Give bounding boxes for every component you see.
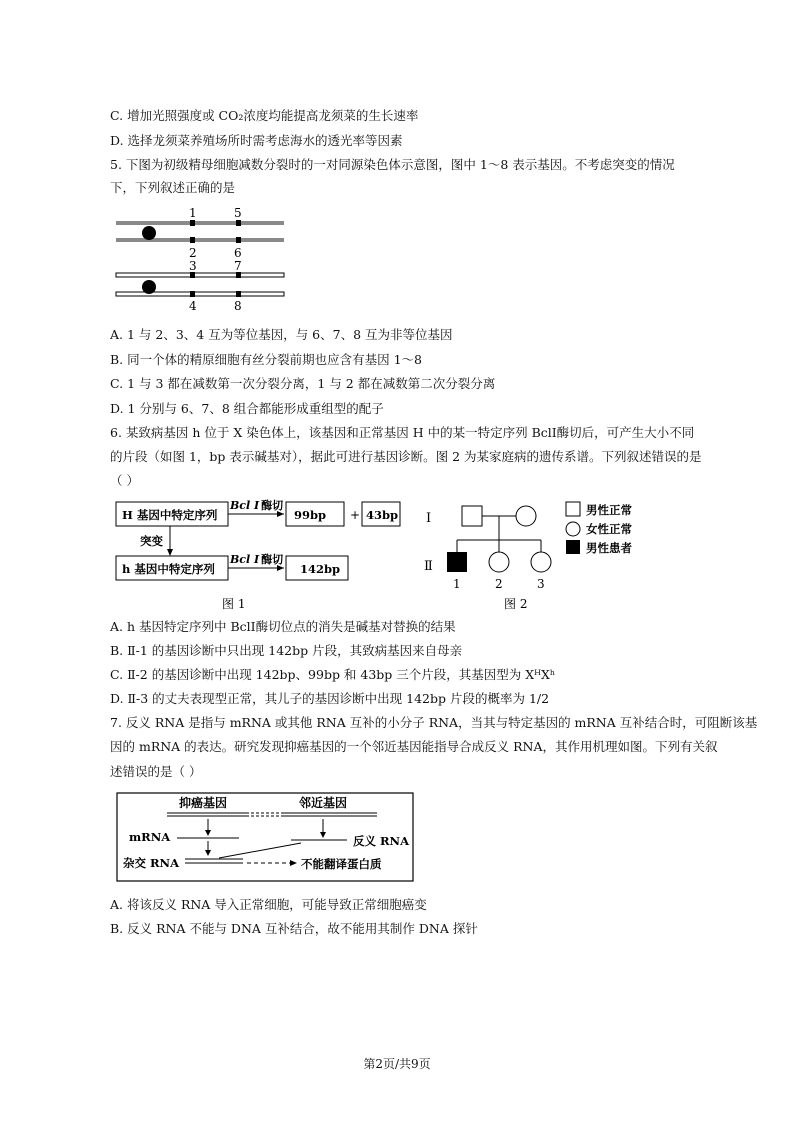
hybrid-rna-label: 杂交 RNA [123,856,179,870]
q6-option-d: D. Ⅱ-3 的丈夫表现型正常，其儿子的基因诊断中出现 142bp 片段的概率为 1/2 [110,691,550,706]
option-c-prev: C. 增加光照强度或 CO₂浓度均能提高龙须菜的生长速率 [110,108,419,123]
generation-ii-label: Ⅱ [424,559,433,574]
daughter-3-symbol [531,552,551,572]
q6-stem-line1: 6. 某致病基因 h 位于 X 染色体上，该基因和正常基因 H 中的某一特定序列 BclⅠ酶切后，可产生大小不同 [110,425,695,440]
q6-option-c: C. Ⅱ-2 的基因诊断中出现 142bp、99bp 和 43bp 三个片段，其基因型为 XᴴXʰ [110,667,556,682]
legend-female-normal: 女性正常 [586,522,632,536]
gene-label-1: 1 [189,206,197,220]
q7-stem-line2: 因的 mRNA 的表达。研究发现抑癌基因的一个邻近基因能指导合成反义 RNA，其作用机理如图。下列有关叙 [110,739,718,754]
plus-sign: + [350,508,361,522]
q5-stem-line1: 5. 下图为初级精母细胞减数分裂时的一对同源染色体示意图，图中 1～8 表示基因。不考虑突变的情况 [110,157,675,172]
enzyme-cut-top: 酶切 [261,499,284,512]
figure-1-enzyme-diagram [114,496,404,616]
option-d-prev: D. 选择龙须菜养殖场所时需考虑海水的透光率等因素 [110,133,403,148]
box-h-upper-label: H 基因中特定序列 [122,508,218,522]
individual-1-label: 1 [453,577,461,591]
individual-2-label: 2 [495,577,503,591]
figure-2-pedigree [420,496,660,616]
individual-3-label: 3 [537,577,545,591]
gene-label-7: 7 [234,259,242,273]
fragment-142bp: 142bp [300,562,341,576]
father-symbol [462,506,482,526]
svg-text:Bcl Ⅰ酶切 [229,552,283,566]
svg-text:Bcl Ⅰ酶切 [229,498,283,512]
no-translation-label: 不能翻译蛋白质 [301,857,382,871]
enzyme-cut-bottom: 酶切 [261,553,284,566]
q5-option-a: A. 1 与 2、3、4 互为等位基因，与 6、7、8 互为非等位基因 [110,327,453,342]
legend-male-normal: 男性正常 [586,503,632,517]
q5-option-c: C. 1 与 3 都在减数第一次分裂分离，1 与 2 都在减数第二次分裂分离 [110,376,496,391]
q6-stem-line3: （ ） [110,473,139,488]
centromere-bottom [142,280,156,294]
mrna-label: mRNA [129,830,171,844]
gene-label-3: 3 [189,259,197,273]
box-h-lower-label: h 基因中特定序列 [122,562,215,576]
q6-option-b: B. Ⅱ-1 的基因诊断中只出现 142bp 片段，其致病基因来自母亲 [110,643,463,658]
chromosome-figure [112,200,302,310]
q5-stem-line2: 下，下列叙述正确的是 [110,180,236,195]
q7-option-b: B. 反义 RNA 不能与 DNA 互补结合，故不能用其制作 DNA 探针 [110,921,478,936]
gene-label-8: 8 [234,299,242,310]
q7-stem-line3: 述错误的是（ ） [110,764,202,779]
mother-symbol [516,506,536,526]
generation-i-label: Ⅰ [426,511,432,526]
centromere-top [142,226,156,240]
mutation-label: 突变 [140,534,163,548]
page-footer: 第2页/共9页 [363,1057,431,1071]
antisense-rna-mechanism-figure [115,791,415,883]
legend-male-affected: 男性患者 [586,541,632,555]
fragment-99bp: 99bp [294,508,327,522]
figure-2-caption: 图 2 [504,597,528,611]
gene-label-5: 5 [234,206,242,220]
q7-stem-line1: 7. 反义 RNA 是指与 mRNA 或其他 RNA 互补的小分子 RNA，当其与特定基因的 mRNA 互补结合时，可阻断该基 [110,715,758,730]
tumor-suppressor-gene-label: 抑癌基因 [179,796,228,810]
fragment-43bp: 43bp [366,508,399,522]
gene-label-4: 4 [189,299,197,310]
daughter-2-symbol [489,552,509,572]
antisense-rna-label: 反义 RNA [353,834,409,848]
adjacent-gene-label: 邻近基因 [299,796,348,810]
enzyme-name-top: Bcl Ⅰ [230,499,260,512]
affected-son-symbol [447,552,467,572]
gene-label-2: 2 [189,246,197,260]
q6-option-a: A. h 基因特定序列中 BclⅠ酶切位点的消失是碱基对替换的结果 [110,619,456,634]
q5-option-b: B. 同一个体的精原细胞有丝分裂前期也应含有基因 1～8 [110,352,423,367]
figure-1-caption: 图 1 [222,597,246,611]
gene-label-6: 6 [234,246,242,260]
enzyme-name-bottom: Bcl Ⅰ [230,553,260,566]
q7-option-a: A. 将该反义 RNA 导入正常细胞，可能导致正常细胞癌变 [110,897,427,912]
q5-option-d: D. 1 分别与 6、7、8 组合都能形成重组型的配子 [110,401,384,416]
q6-stem-line2: 的片段（如图 1，bp 表示碱基对），据此可进行基因诊断。图 2 为某家庭病的遗传系谱。下列叙述错误的是 [110,449,702,464]
